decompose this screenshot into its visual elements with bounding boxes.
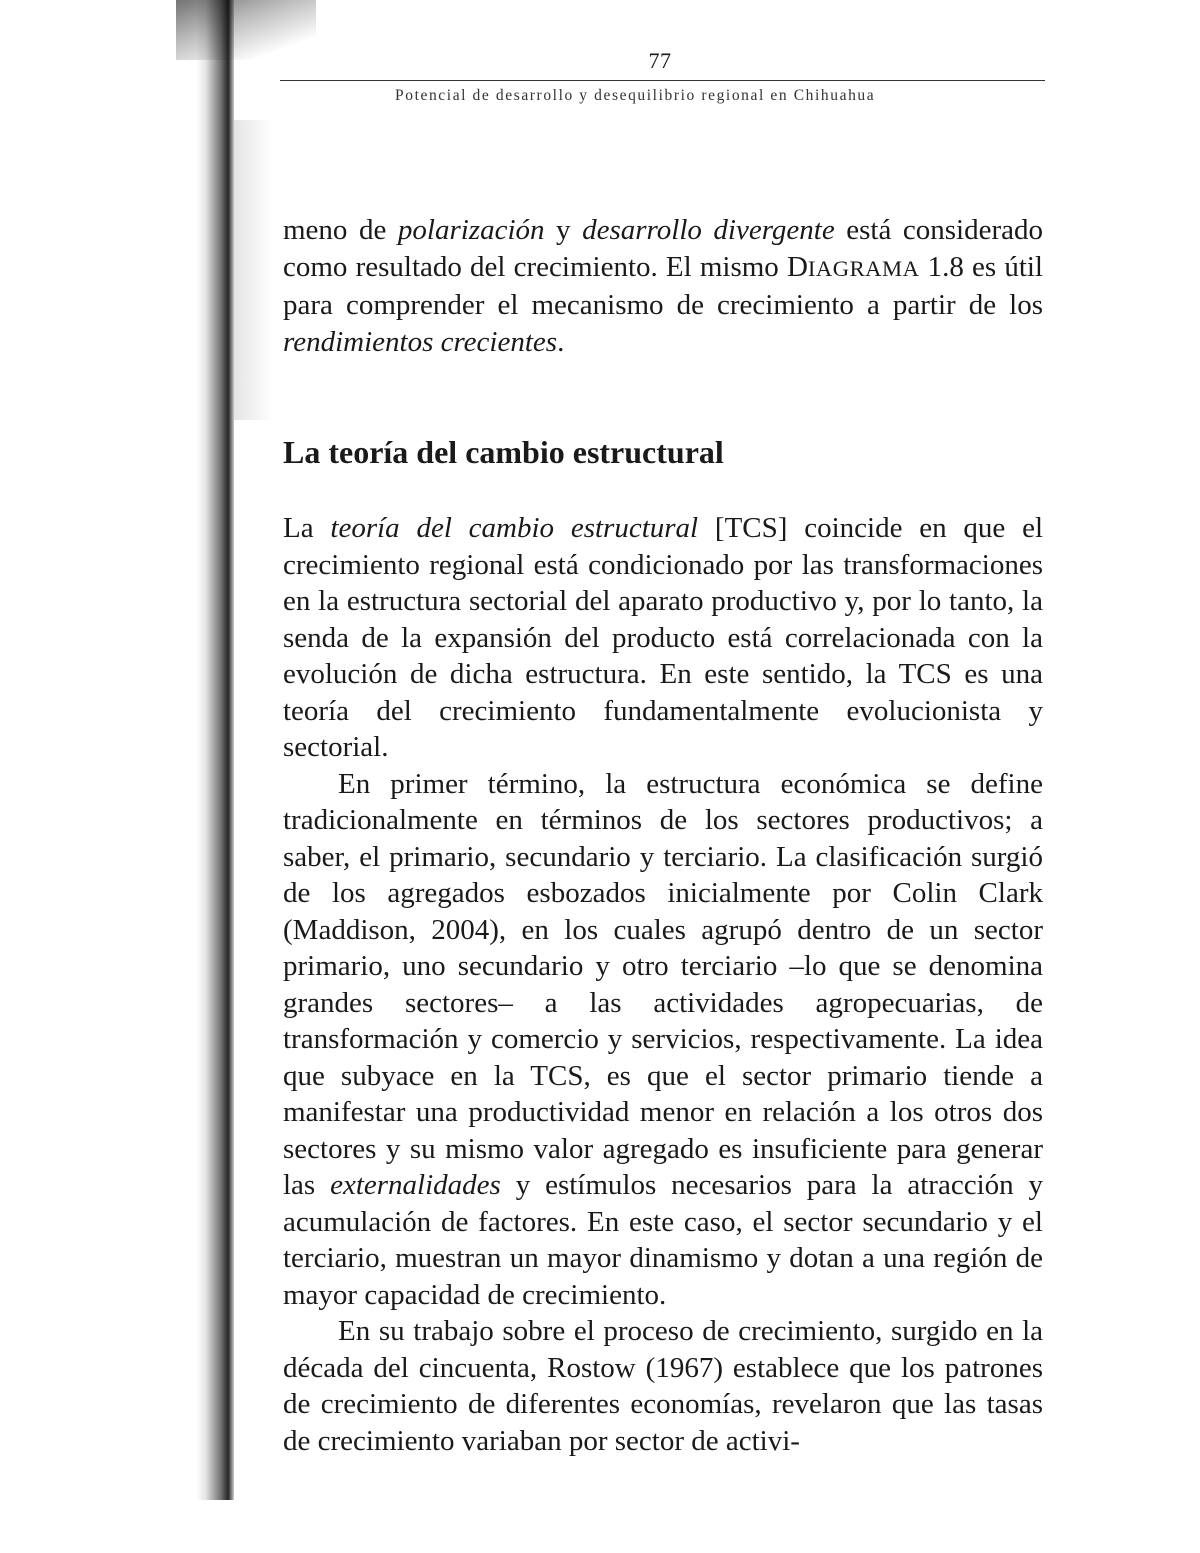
header-rule	[280, 80, 1045, 81]
intro-text-1: meno de	[283, 214, 398, 246]
p1-text-2: [TCS] coincide en que el crecimiento regional está condicionado por las transformaciones en la estructura sectorial del aparato productivo y, por lo tanto, la senda de la expansión del producto está correlacionada con la evolución de dicha estructura. En este sentido, la TCS es una teoría del crecimiento fundamentalmente evolucionista y sectorial.	[283, 512, 1044, 763]
intro-text-4: 1.8 es útil para comprender el mecanismo de crecimiento a partir de los	[283, 250, 1043, 321]
binding-shadow-fade	[234, 120, 274, 420]
p2-text-1: En primer término, la estructura económica se define tradicionalmente en términos de los sectores productivos; a saber, el primario, secundario y terciario. La clasificación surgió de los agregados esbozados inicialmente por Colin Clark (Maddison, 2004), en los cuales agrupó dentro de un sector primario, uno secundario y otro terciario –lo que se denomina grandes sectores– a las actividades agropecuarias, de transformación y comercio y servicios, respectivamente. La idea que subyace en la TCS, es que el sector primario tiende a manifestar una productividad menor en relación a los otros dos sectores y su mismo valor agregado es insuficiente para generar las	[283, 767, 1043, 1201]
paragraph-2	[283, 766, 1043, 1314]
intro-text-2: y	[544, 214, 583, 246]
p1-text-1: La	[283, 512, 331, 544]
intro-text	[283, 212, 1043, 360]
term-rendimientos-crecientes: rendimientos crecientes	[283, 325, 558, 358]
binding-shadow	[196, 0, 234, 1500]
term-teoria-cambio-estructural: teoría del cambio estructural	[330, 512, 699, 544]
p2-text-2: y estímulos necesarios para la atracción y acumulación de factores. En este caso, el sector secundario y el terciario, muestran un mayor dinamismo y dotan a una región de mayor capacidad de crecimiento.	[283, 1169, 1043, 1311]
paragraph-1	[283, 510, 1043, 766]
binding-shadow-top	[176, 0, 316, 60]
term-polarizacion: polarización	[397, 214, 545, 246]
running-head: Potencial de desarrollo y desequilibrio regional en Chihuahua	[395, 87, 876, 104]
diagrama-smallcaps: IAGRAMA	[807, 255, 920, 281]
section-heading: La teoría del cambio estructural	[283, 434, 724, 470]
page-number: 77	[648, 48, 672, 73]
intro-paragraph	[283, 212, 1043, 360]
term-externalidades: externalidades	[330, 1169, 501, 1201]
term-desarrollo-divergente: desarrollo divergente	[582, 214, 835, 246]
p3-text-1: En su trabajo sobre el proceso de crecimiento, surgido en la década del cincuenta, Rostow (1967) establece que los patrones de crecimiento de diferentes economías, revelaron que las tasas de crecimiento variaban por sector de activi-	[283, 1315, 1043, 1457]
paragraph-3	[283, 1313, 1043, 1459]
intro-text-5: .	[557, 325, 565, 358]
intro-text-3: está considerado como resultado del crecimiento. El mismo D	[283, 214, 1044, 283]
main-body	[283, 510, 1043, 1459]
